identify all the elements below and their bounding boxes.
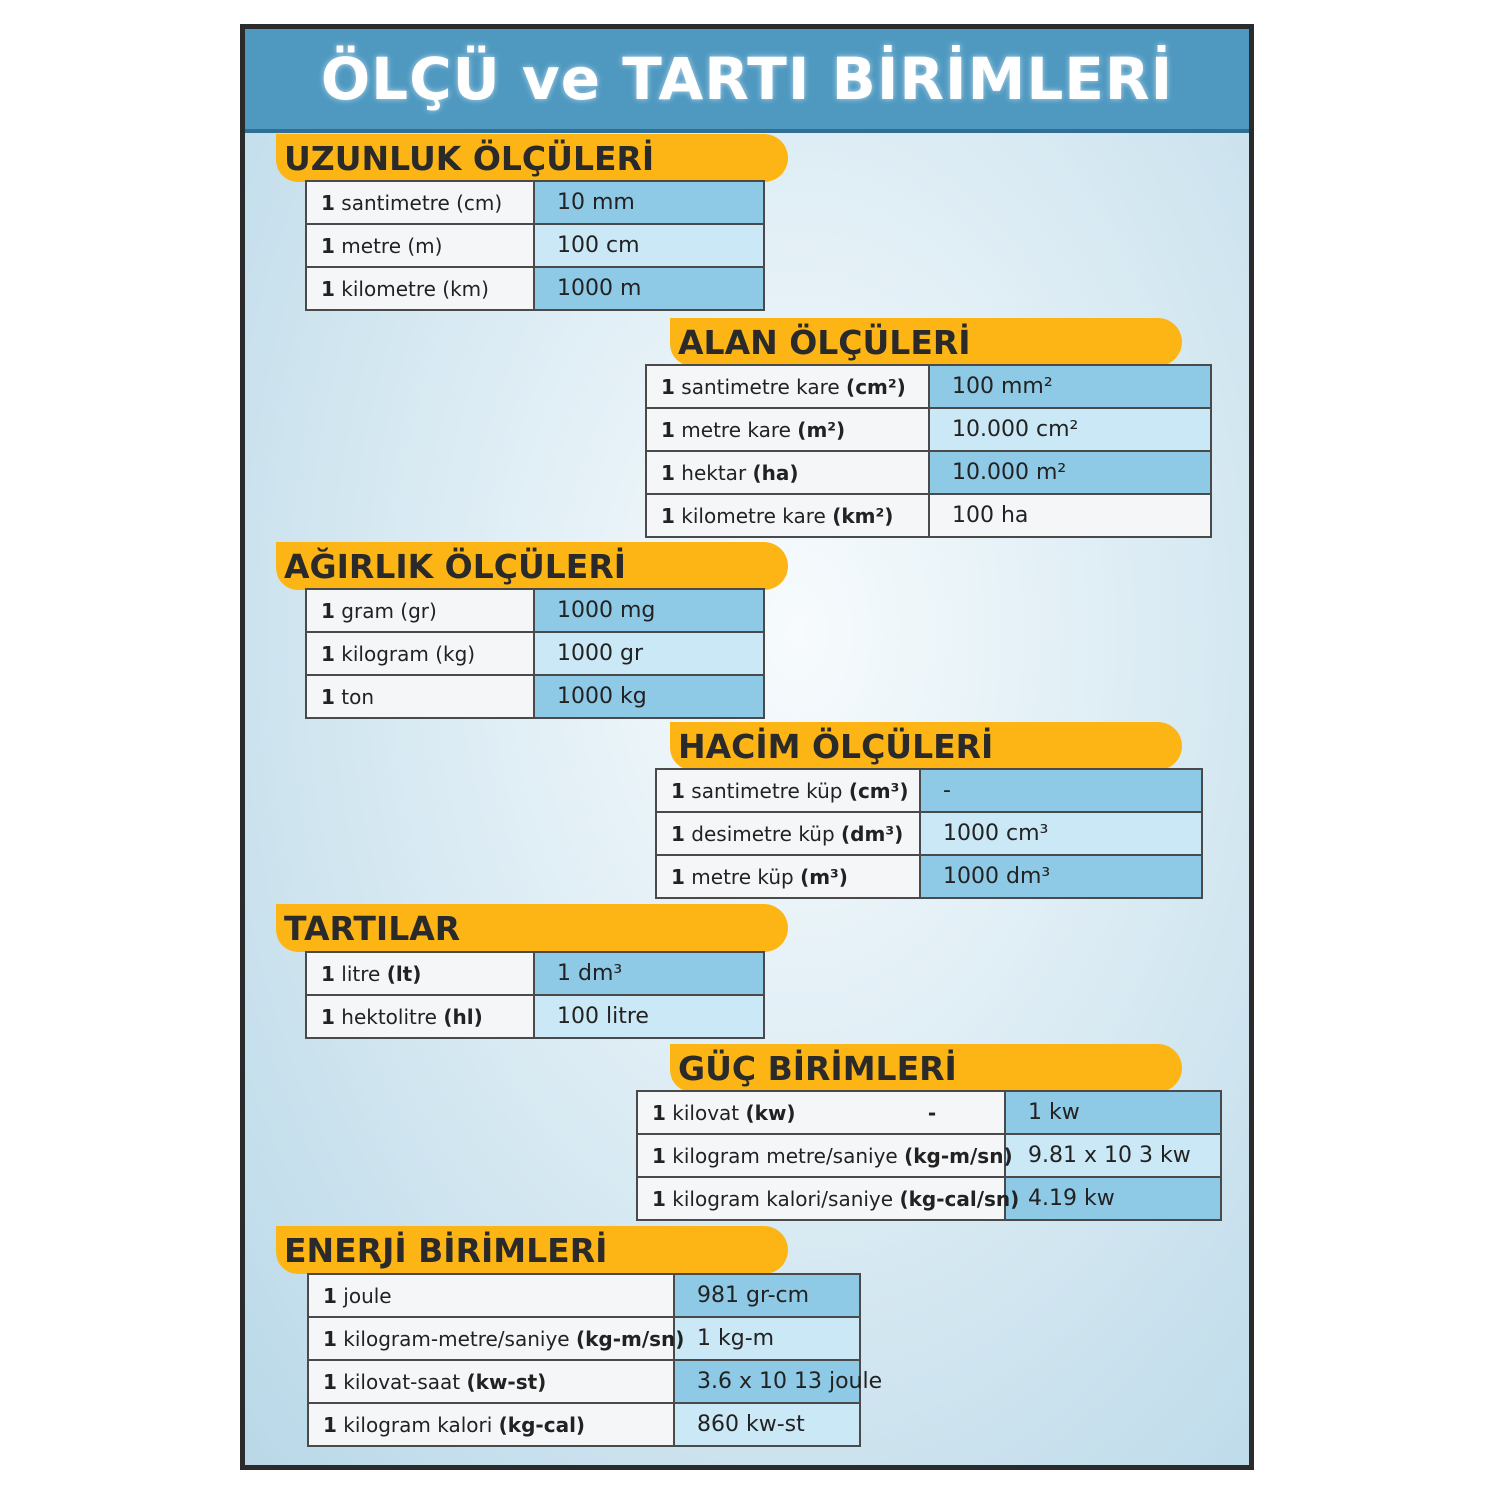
unit-value: 1000 gr xyxy=(534,632,764,675)
table-row xyxy=(306,675,764,718)
unit-name: joule xyxy=(343,1283,392,1308)
unit-abbreviation: (m²) xyxy=(797,417,846,442)
unit-abbreviation: (kw) - xyxy=(745,1100,937,1125)
conversion-table xyxy=(307,1273,883,1447)
unit-name: metre kare xyxy=(681,417,798,442)
unit-count: 1 xyxy=(321,641,335,666)
unit-name: ton xyxy=(341,684,375,709)
unit-name: gram (gr) xyxy=(341,598,437,623)
unit-value: 1000 m xyxy=(534,267,764,310)
unit-label xyxy=(637,1177,1020,1220)
unit-value: 1 dm³ xyxy=(534,952,764,995)
table-row xyxy=(306,952,764,995)
unit-abbreviation: (hl) xyxy=(443,1004,483,1029)
table-row xyxy=(306,181,764,224)
unit-name: kilometre (km) xyxy=(341,276,489,301)
unit-value: 1 kg-m xyxy=(674,1317,860,1360)
unit-abbreviation: (kg-m/sn) xyxy=(575,1326,685,1351)
table-row xyxy=(656,855,1202,898)
unit-abbreviation: (kw-st) xyxy=(466,1369,547,1394)
table-row xyxy=(646,494,1211,537)
table-row xyxy=(308,1317,860,1360)
unit-label xyxy=(637,1134,1013,1177)
unit-name: kilogram kalori xyxy=(343,1412,499,1437)
unit-label xyxy=(646,451,929,494)
unit-abbreviation: (cm²) xyxy=(846,374,906,399)
unit-count: 1 xyxy=(321,276,335,301)
unit-value: 4.19 kw xyxy=(1005,1177,1221,1220)
conversion-table xyxy=(305,588,765,719)
table-row xyxy=(306,589,764,632)
table-row xyxy=(656,812,1202,855)
table-row xyxy=(637,1091,1221,1134)
unit-value: 10 mm xyxy=(534,181,764,224)
table-row xyxy=(646,365,1211,408)
page-title: ÖLÇÜ ve TARTI BİRİMLERİ xyxy=(320,45,1174,113)
unit-name: hektar xyxy=(681,460,753,485)
unit-label xyxy=(306,952,534,995)
unit-count: 1 xyxy=(323,1369,337,1394)
section-heading: UZUNLUK ÖLÇÜLERİ xyxy=(276,134,788,182)
unit-name: kilometre kare xyxy=(681,503,833,528)
unit-label xyxy=(306,181,534,224)
unit-name: kilogram metre/saniye xyxy=(672,1143,905,1168)
table-row xyxy=(306,995,764,1038)
conversion-table xyxy=(655,768,1203,899)
unit-value: 981 gr-cm xyxy=(674,1274,860,1317)
unit-value: 100 mm² xyxy=(929,365,1211,408)
unit-abbreviation: (kg-cal) xyxy=(498,1412,586,1437)
conversion-table xyxy=(636,1090,1222,1221)
unit-count: 1 xyxy=(661,503,675,528)
unit-value: 10.000 cm² xyxy=(929,408,1211,451)
unit-name: kilogram kalori/saniye xyxy=(672,1186,900,1211)
unit-count: 1 xyxy=(321,1004,335,1029)
unit-name: metre (m) xyxy=(341,233,443,258)
unit-count: 1 xyxy=(321,190,335,215)
unit-count: 1 xyxy=(671,778,685,803)
unit-abbreviation: (lt) xyxy=(386,961,422,986)
section-heading: TARTILAR xyxy=(276,904,788,952)
unit-value: 1 kw xyxy=(1005,1091,1221,1134)
unit-label xyxy=(656,769,920,812)
unit-name: kilovat xyxy=(672,1100,746,1125)
unit-abbreviation: (ha) xyxy=(752,460,799,485)
unit-count: 1 xyxy=(661,374,675,399)
unit-count: 1 xyxy=(323,1326,337,1351)
unit-count: 1 xyxy=(321,684,335,709)
unit-abbreviation: (kg-cal/sn) xyxy=(899,1186,1020,1211)
unit-value: 100 ha xyxy=(929,494,1211,537)
section-heading: GÜÇ BİRİMLERİ xyxy=(670,1044,1182,1092)
table-row xyxy=(306,224,764,267)
unit-name: santimetre kare xyxy=(681,374,847,399)
conversion-table xyxy=(305,951,765,1039)
unit-label xyxy=(306,675,534,718)
unit-abbreviation: (dm³) xyxy=(841,821,904,846)
unit-value: 1000 cm³ xyxy=(920,812,1202,855)
unit-name: kilovat-saat xyxy=(343,1369,467,1394)
unit-label xyxy=(646,408,929,451)
unit-label xyxy=(306,632,534,675)
unit-count: 1 xyxy=(321,598,335,623)
conversion-table xyxy=(305,180,765,311)
title-bar xyxy=(245,29,1249,133)
unit-name: litre xyxy=(341,961,387,986)
table-row xyxy=(637,1134,1221,1177)
unit-name: metre küp xyxy=(691,864,801,889)
conversion-table xyxy=(645,364,1212,538)
table-row xyxy=(306,632,764,675)
unit-name: santimetre (cm) xyxy=(341,190,503,215)
unit-name: desimetre küp xyxy=(691,821,842,846)
unit-label xyxy=(637,1091,1005,1134)
unit-count: 1 xyxy=(652,1143,666,1168)
unit-count: 1 xyxy=(661,460,675,485)
unit-count: 1 xyxy=(652,1186,666,1211)
section-heading: HACİM ÖLÇÜLERİ xyxy=(670,722,1182,770)
unit-count: 1 xyxy=(671,864,685,889)
unit-label xyxy=(656,812,920,855)
unit-name: santimetre küp xyxy=(691,778,849,803)
unit-count: 1 xyxy=(321,961,335,986)
table-row xyxy=(308,1403,860,1446)
table-row xyxy=(656,769,1202,812)
unit-label xyxy=(308,1274,674,1317)
unit-value: 1000 dm³ xyxy=(920,855,1202,898)
table-row xyxy=(306,267,764,310)
unit-label xyxy=(656,855,920,898)
unit-value: 1000 mg xyxy=(534,589,764,632)
unit-abbreviation: (km²) xyxy=(832,503,894,528)
unit-label xyxy=(646,365,929,408)
table-row xyxy=(646,451,1211,494)
unit-count: 1 xyxy=(321,233,335,258)
unit-value: 860 kw-st xyxy=(674,1403,860,1446)
unit-count: 1 xyxy=(661,417,675,442)
unit-label xyxy=(306,224,534,267)
unit-label xyxy=(308,1317,685,1360)
unit-abbreviation: (cm³) xyxy=(848,778,909,803)
table-row xyxy=(637,1177,1221,1220)
unit-label xyxy=(646,494,929,537)
unit-label xyxy=(306,995,534,1038)
unit-count: 1 xyxy=(652,1100,666,1125)
unit-value: 9.81 x 10 3 kw xyxy=(1005,1134,1221,1177)
table-row xyxy=(308,1274,860,1317)
unit-label xyxy=(308,1360,674,1403)
section-heading: ENERJİ BİRİMLERİ xyxy=(276,1226,788,1274)
unit-label xyxy=(308,1403,674,1446)
unit-value: 3.6 x 10 13 joule xyxy=(674,1360,860,1403)
unit-value: 10.000 m² xyxy=(929,451,1211,494)
unit-count: 1 xyxy=(671,821,685,846)
unit-value: 100 litre xyxy=(534,995,764,1038)
section-heading: ALAN ÖLÇÜLERİ xyxy=(670,318,1182,366)
unit-name: hektolitre xyxy=(341,1004,444,1029)
unit-label xyxy=(306,589,534,632)
unit-count: 1 xyxy=(323,1412,337,1437)
unit-value: 100 cm xyxy=(534,224,764,267)
unit-label xyxy=(306,267,534,310)
unit-value: 1000 kg xyxy=(534,675,764,718)
unit-abbreviation: (kg-m/sn) xyxy=(904,1143,1013,1168)
unit-value: - xyxy=(920,769,1202,812)
table-row xyxy=(308,1360,860,1403)
unit-count: 1 xyxy=(323,1283,337,1308)
unit-abbreviation: (m³) xyxy=(800,864,848,889)
unit-name: kilogram (kg) xyxy=(341,641,476,666)
table-row xyxy=(646,408,1211,451)
section-heading: AĞIRLIK ÖLÇÜLERİ xyxy=(276,542,788,590)
unit-name: kilogram-metre/saniye xyxy=(343,1326,576,1351)
